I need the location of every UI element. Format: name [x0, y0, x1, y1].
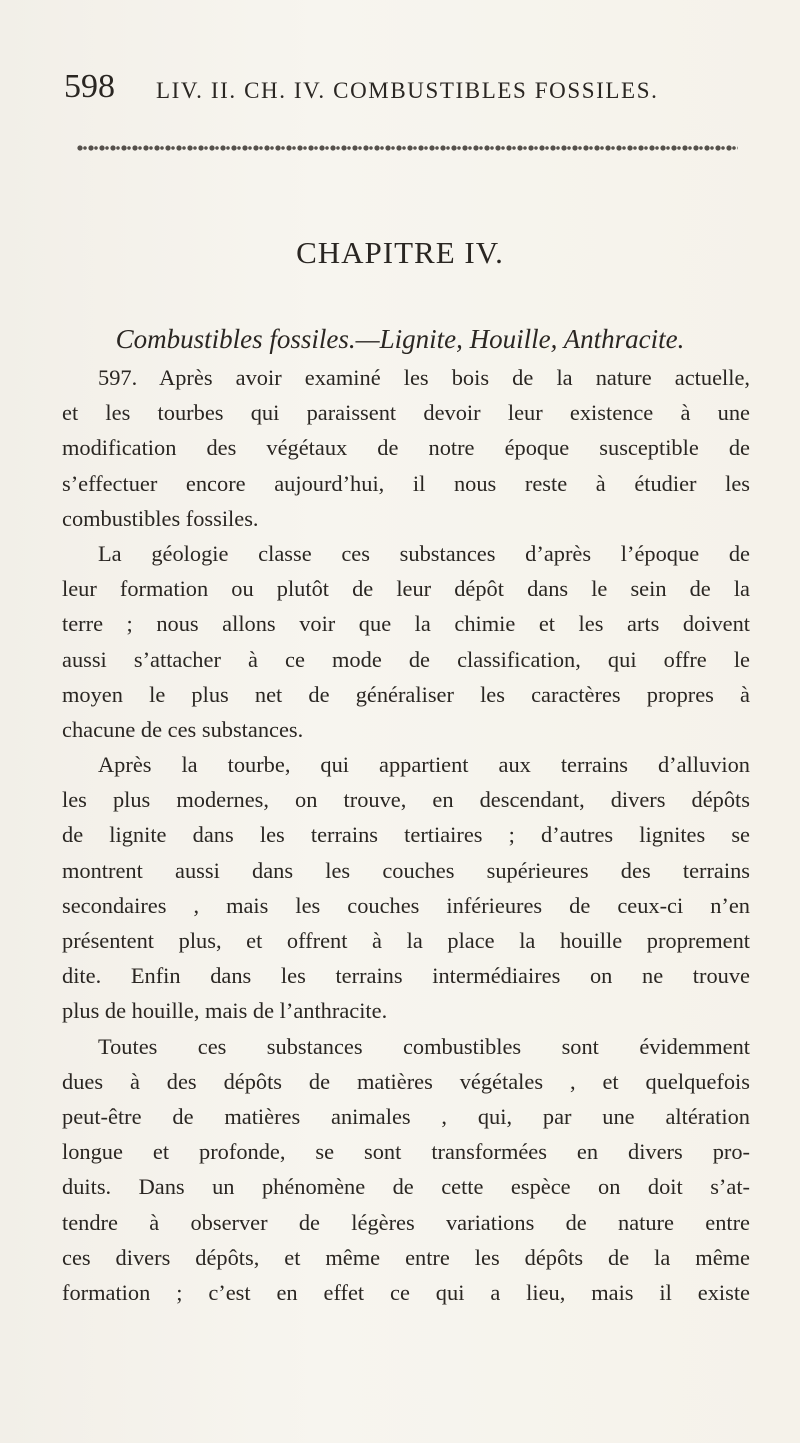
text-line: ces divers dépôts, et même entre les dépôts de la même: [62, 1244, 750, 1270]
text-line: et les tourbes qui paraissent devoir leur existence à une: [62, 400, 750, 426]
text-line: modification des végétaux de notre époque susceptible de: [62, 435, 750, 461]
text-line: Toutes ces substances combustibles sont évidemment: [98, 1033, 750, 1059]
text-line: leur formation ou plutôt de leur dépôt dans le sein de la: [62, 576, 750, 602]
text-line: présentent plus, et offrent à la place la houille proprement: [62, 928, 750, 953]
text-line: s’effectuer encore aujourd’hui, il nous reste à étudier les: [62, 470, 750, 496]
text-line: duits. Dans un phénomène de cette espèce on doit s’at-: [62, 1174, 750, 1200]
text-line: tendre à observer de légères variations de nature entre: [62, 1209, 750, 1235]
text-line: de lignite dans les terrains tertiaires ; d’autres lignites se: [62, 822, 750, 848]
text-line: montrent aussi dans les couches supérieures des terrains: [62, 857, 750, 883]
text-line: Après la tourbe, qui appartient aux terrains d’alluvion: [98, 752, 750, 778]
text-line: plus de houille, mais de l’anthracite.: [62, 998, 388, 1024]
section-title: Combustibles fossiles.—Lignite, Houille, Anthracite.: [115, 324, 685, 354]
decorative-rule: [76, 142, 738, 154]
text-line: combustibles fossiles.: [62, 505, 259, 531]
text-line: peut-être de matières animales , qui, par une altération: [62, 1103, 750, 1129]
text-line: 597. Après avoir examiné les bois de la nature actuelle,: [98, 365, 750, 390]
chapter-title: CHAPITRE IV.: [296, 235, 504, 270]
text-line: terre ; nous allons voir que la chimie et les arts doivent: [62, 611, 750, 637]
text-line: moyen le plus net de généraliser les caractères propres à: [62, 681, 750, 707]
text-line: aussi s’attacher à ce mode de classification, qui offre le: [62, 646, 750, 672]
text-line: chacune de ces substances.: [62, 716, 304, 742]
body-text: [62, 360, 750, 1310]
running-head: LIV. II. CH. IV. COMBUSTIBLES FOSSILES.: [156, 78, 659, 103]
text-line: dues à des dépôts de matières végétales , et quelquefois: [62, 1068, 750, 1094]
text-line: formation ; c’est en effet ce qui a lieu, mais il existe: [62, 1279, 750, 1305]
text-line: La géologie classe ces substances d’après l’époque de: [98, 540, 750, 566]
page-header: [64, 68, 740, 108]
text-line: les plus modernes, on trouve, en descendant, divers dépôts: [62, 787, 750, 813]
text-line: longue et profonde, se sont transformées en divers pro-: [62, 1139, 750, 1165]
text-line: dite. Enfin dans les terrains intermédiaires on ne trouve: [62, 963, 750, 989]
page-number: 598: [64, 68, 115, 105]
text-line: secondaires , mais les couches inférieures de ceux-ci n’en: [62, 892, 750, 918]
